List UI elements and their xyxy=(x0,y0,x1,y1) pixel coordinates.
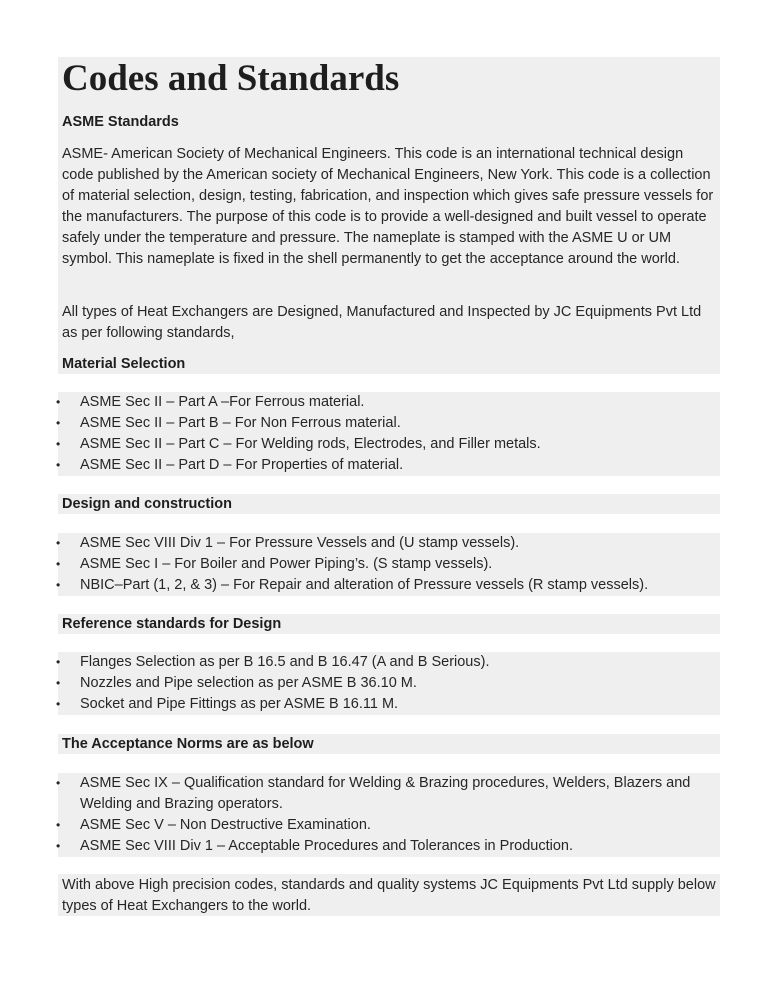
list-item xyxy=(58,575,720,596)
list-item-text: ASME Sec IX – Qualification standard for Welding & Brazing procedures, Welders, Blazers and Welding and Brazing operators. xyxy=(80,775,691,812)
list-item xyxy=(58,773,720,815)
bullet-icon: • xyxy=(56,697,61,711)
design-construction-list xyxy=(58,533,720,596)
list-item-text: ASME Sec I – For Boiler and Power Piping’s. (S stamp vessels). xyxy=(80,556,493,572)
list-item-text: ASME Sec II – Part A –For Ferrous material. xyxy=(80,394,365,410)
bullet-icon: • xyxy=(56,578,61,592)
list-item-text: ASME Sec II – Part C – For Welding rods, Electrodes, and Filler metals. xyxy=(80,436,541,452)
list-item xyxy=(58,836,720,857)
bullet-icon: • xyxy=(56,437,61,451)
bullet-icon: • xyxy=(56,818,61,832)
list-item-text: ASME Sec II – Part B – For Non Ferrous material. xyxy=(80,415,401,431)
list-item-text: ASME Sec V – Non Destructive Examination. xyxy=(80,817,371,833)
material-selection-list xyxy=(58,392,720,476)
list-item-text: ASME Sec VIII Div 1 – Acceptable Procedures and Tolerances in Production. xyxy=(80,838,573,854)
acceptance-norms-list xyxy=(58,773,720,857)
standards-intro-paragraph: All types of Heat Exchangers are Designed, Manufactured and Inspected by JC Equipments Pvt Ltd as per following standards, xyxy=(62,304,702,341)
material-selection-heading: Material Selection xyxy=(62,356,186,372)
bullet-icon: • xyxy=(56,655,61,669)
bullet-icon: • xyxy=(56,776,61,790)
list-item xyxy=(58,434,720,455)
list-item xyxy=(58,392,720,413)
list-item xyxy=(58,815,720,836)
asme-description-paragraph: ASME- American Society of Mechanical Engineers. This code is an international technical design code published by the American society of Mechanical Engineers, New York. This code is a collection of material selection, design, testing, fabrication, and inspection which gives safe pressure vessels for the manufacturers. The purpose of this code is to provide a well-designed and built vessel to operate safely under the temperature and pressure. The nameplate is stamped with the ASME U or UM symbol. This nameplate is fixed in the shell permanently to get the acceptance around the world. xyxy=(62,146,714,267)
list-item xyxy=(58,673,720,694)
acceptance-norms-heading: The Acceptance Norms are as below xyxy=(62,736,314,752)
list-item xyxy=(58,694,720,715)
list-item xyxy=(58,652,720,673)
list-item xyxy=(58,413,720,434)
list-item-text: NBIC–Part (1, 2, & 3) – For Repair and alteration of Pressure vessels (R stamp vessels). xyxy=(80,577,649,593)
list-item xyxy=(58,455,720,476)
list-item-text: ASME Sec VIII Div 1 – For Pressure Vessels and (U stamp vessels). xyxy=(80,535,520,551)
closing-paragraph: With above High precision codes, standards and quality systems JC Equipments Pvt Ltd supply below types of Heat Exchangers to the world. xyxy=(62,877,716,914)
bullet-icon: • xyxy=(56,557,61,571)
bullet-icon: • xyxy=(56,676,61,690)
reference-standards-list xyxy=(58,652,720,715)
bullet-icon: • xyxy=(56,536,61,550)
bullet-icon: • xyxy=(56,416,61,430)
list-item-text: ASME Sec II – Part D – For Properties of material. xyxy=(80,457,404,473)
list-item-text: Flanges Selection as per B 16.5 and B 16.47 (A and B Serious). xyxy=(80,654,490,670)
design-construction-heading: Design and construction xyxy=(62,496,232,512)
asme-standards-heading: ASME Standards xyxy=(62,114,179,130)
bullet-icon: • xyxy=(56,839,61,853)
bullet-icon: • xyxy=(56,458,61,472)
reference-standards-heading: Reference standards for Design xyxy=(62,616,282,632)
list-item-text: Nozzles and Pipe selection as per ASME B 36.10 M. xyxy=(80,675,417,691)
bullet-icon: • xyxy=(56,395,61,409)
page-title: Codes and Standards xyxy=(62,58,400,99)
list-item-text: Socket and Pipe Fittings as per ASME B 16.11 M. xyxy=(80,696,399,712)
list-item xyxy=(58,533,720,554)
list-item xyxy=(58,554,720,575)
